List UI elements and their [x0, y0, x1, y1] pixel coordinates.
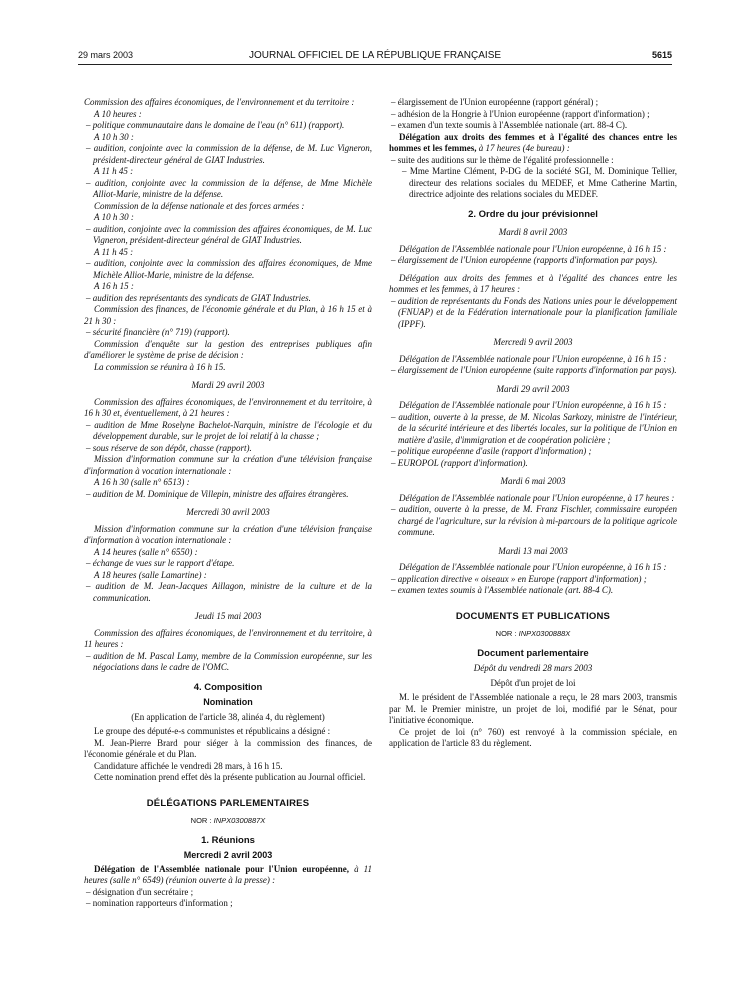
- list-item: – examen textes soumis à l'Assemblée nationale (art. 88-4 C).: [391, 585, 614, 595]
- nor-reference: NOR : INPX0300888X: [495, 629, 571, 638]
- paragraph: Commission des affaires économiques, de l'environnement et du territoire :: [84, 97, 355, 107]
- chapter-heading: DÉLÉGATIONS PARLEMENTAIRES: [146, 797, 310, 809]
- paragraph: A 11 h 45 :: [94, 246, 134, 257]
- paragraph: (En application de l'article 38, alinéa 4, du règlement): [131, 711, 325, 722]
- list-item: – audition de Mme Roselyne Bachelot-Narquin, ministre de l'écologie et du développement durable, sur le projet de loi relatif à la chasse ;: [86, 419, 372, 441]
- list-item: – sécurité financière (n° 719) (rapport).: [86, 327, 230, 337]
- list-item: – audition de M. Dominique de Villepin, ministre des affaires étrangères.: [86, 488, 349, 499]
- date-heading: Mardi 29 avril 2003: [191, 380, 265, 390]
- date-heading: Mardi 8 avril 2003: [498, 227, 568, 237]
- paragraph: Mission d'information commune sur la création d'une télévision française d'information à vocation internationale :: [84, 523, 372, 545]
- header-rule: [78, 64, 672, 65]
- list-item: – sous réserve de son dépôt, chasse (rapport).: [86, 442, 252, 453]
- chapter-heading: DOCUMENTS ET PUBLICATIONS: [455, 610, 611, 622]
- list-item: – audition des représentants des syndicats de GIAT Industries.: [86, 292, 311, 303]
- paragraph: M. le président de l'Assemblée nationale a reçu, le 28 mars 2003, transmis par M. le Premier ministre, un projet de loi, modifié par le Sénat, pour l'initiative économique.: [389, 692, 677, 725]
- date-heading: Mercredi 2 avril 2003: [183, 850, 273, 860]
- paragraph: Commission des finances, de l'économie générale et du Plan, à 16 h 15 et à 21 h 30 :: [84, 304, 372, 326]
- list-item: – examen d'un texte soumis à l'Assemblée nationale (art. 88-4 C).: [391, 120, 628, 130]
- paragraph: Délégation de l'Assemblée nationale pour l'Union européenne, à 16 h 15 :: [399, 243, 667, 254]
- paragraph: Commission de la défense nationale et des forces armées :: [94, 200, 305, 211]
- subsection-heading: Dépôt d'un projet de loi: [490, 677, 576, 688]
- right-column: [389, 97, 677, 750]
- list-item: – suite des auditions sur le thème de l'égalité professionnelle :: [391, 154, 614, 165]
- paragraph: Le groupe des député-e-s communistes et républicains a désigné :: [94, 726, 331, 736]
- list-item: – audition de représentants du Fonds des Nations unies pour le développement (FNUAP) et de la Fédération internationale pour la planification familiale (IPPF).: [391, 295, 677, 329]
- list-item: – désignation d'un secrétaire ;: [86, 886, 194, 897]
- paragraph: A 18 heures (salle Lamartine) :: [94, 569, 207, 580]
- paragraph: M. Jean-Pierre Brard pour siéger à la commission des finances, de l'économie générale et du Plan.: [84, 737, 372, 759]
- paragraph: Mission d'information commune sur la création d'une télévision française d'information à vocation internationale :: [84, 454, 372, 476]
- list-item: – audition, conjointe avec la commission des affaires économiques, de M. Luc Vigneron, président-directeur général de GIAT Industries.: [86, 223, 372, 245]
- list-item: – élargissement de l'Union européenne (suite rapports d'information par pays).: [391, 365, 677, 375]
- section-heading: Document parlementaire: [477, 647, 589, 659]
- section-heading: 1. Réunions: [201, 834, 255, 846]
- date-heading: Mercredi 30 avril 2003: [186, 507, 270, 517]
- list-item: – EUROPOL (rapport d'information).: [391, 457, 528, 468]
- list-item: – nomination rapporteurs d'information ;: [86, 898, 233, 908]
- paragraph: Candidature affichée le vendredi 28 mars, à 16 h 15.: [94, 760, 283, 771]
- list-item: – audition, conjointe avec la commission de la défense, de Mme Michèle Alliot-Marie, ministre de la défense.: [86, 177, 372, 199]
- date-heading: Mercredi 9 avril 2003: [493, 337, 573, 347]
- paragraph: A 16 h 15 :: [94, 281, 134, 291]
- list-item: – application directive « oiseaux » en Europe (rapport d'information) ;: [391, 573, 647, 584]
- paragraph: Délégation aux droits des femmes et à l'égalité des chances entre les hommes et les femmes, à 17 heures (4e bureau) :: [389, 131, 677, 153]
- paragraph: A 10 h 30 :: [94, 212, 134, 222]
- header-date: 29 mars 2003: [78, 50, 134, 60]
- journal-title: JOURNAL OFFICIEL DE LA RÉPUBLIQUE FRANÇAISE: [248, 50, 502, 61]
- paragraph: Délégation aux droits des femmes et à l'égalité des chances entre les hommes et les femmes, à 17 heures :: [389, 272, 677, 294]
- paragraph: Délégation de l'Assemblée nationale pour l'Union européenne, à 17 heures :: [399, 492, 675, 503]
- paragraph: Commission d'enquête sur la gestion des entreprises publiques afin d'améliorer le système de prise de décision :: [84, 338, 372, 360]
- nor-reference: NOR : INPX0300887X: [190, 816, 266, 825]
- paragraph: Délégation de l'Assemblée nationale pour l'Union européenne, à 16 h 15 :: [399, 400, 667, 410]
- date-heading: Mardi 6 mai 2003: [500, 476, 566, 486]
- paragraph: A 11 h 45 :: [94, 166, 134, 176]
- list-item: – élargissement de l'Union européenne (rapport général) ;: [391, 97, 599, 107]
- paragraph: Délégation de l'Assemblée nationale pour l'Union européenne, à 11 heures (salle n° 6549) (réunion ouverte à la presse) :: [84, 863, 372, 885]
- date-heading: Mardi 29 avril 2003: [496, 383, 570, 394]
- list-item: – échange de vues sur le rapport d'étape.: [86, 558, 235, 568]
- paragraph: A 16 h 30 (salle n° 6513) :: [94, 477, 190, 487]
- paragraph: Cette nomination prend effet dès la présente publication au Journal officiel.: [94, 772, 366, 782]
- page-header: [78, 50, 672, 64]
- paragraph: Délégation de l'Assemblée nationale pour l'Union européenne, à 16 h 15 :: [399, 562, 667, 572]
- list-item: – élargissement de l'Union européenne (rapports d'information par pays).: [391, 255, 658, 265]
- subsection-heading: Nomination: [203, 697, 253, 707]
- paragraph: A 10 heures :: [94, 108, 142, 119]
- paragraph: La commission se réunira à 16 h 15.: [94, 361, 226, 372]
- list-item: – audition de M. Jean-Jacques Aillagon, ministre de la culture et de la communication.: [86, 581, 372, 603]
- paragraph: Commission des affaires économiques, de l'environnement et du territoire, à 16 h 30 et, éventuellement, à 21 heures :: [84, 396, 372, 418]
- list-item: – Mme Martine Clément, P-DG de la société SGI, M. Dominique Tellier, directeur des relations sociales du MEDEF, et Mme Catherine Martin, directrice adjointe des relations sociales du MEDEF.: [402, 166, 677, 199]
- date-heading: Jeudi 15 mai 2003: [194, 611, 262, 621]
- date-heading: Dépôt du vendredi 28 mars 2003: [473, 663, 593, 673]
- date-heading: Mardi 13 mai 2003: [498, 545, 568, 556]
- page-number: 5615: [651, 50, 672, 60]
- list-item: – adhésion de la Hongrie à l'Union européenne (rapport d'information) ;: [391, 108, 650, 119]
- section-heading: 2. Ordre du jour prévisionnel: [468, 208, 598, 220]
- list-item: – audition, conjointe avec la commission de la défense, de M. Luc Vigneron, président-directeur général de GIAT Industries.: [86, 143, 372, 165]
- list-item: – audition de M. Pascal Lamy, membre de la Commission européenne, sur les négociations dans le cadre de l'OMC.: [86, 650, 372, 672]
- left-column: [84, 97, 372, 910]
- paragraph: A 10 h 30 :: [94, 131, 134, 142]
- paragraph: A 14 heures (salle n° 6550) :: [94, 546, 198, 557]
- list-item: – audition, ouverte à la presse, de M. Franz Fischler, commissaire européen chargé de l'agriculture, sur la révision à mi-parcours de la politique agricole commune.: [391, 504, 677, 537]
- list-item: – politique européenne d'asile (rapport d'information) ;: [391, 446, 592, 456]
- list-item: – audition, ouverte à la presse, de M. Nicolas Sarkozy, ministre de l'intérieur, de la sécurité intérieure et des libertés locales, sur la politique de l'Union en matière d'asile, d'immigration et de coopération policière ;: [391, 411, 677, 445]
- paragraph: Commission des affaires économiques, de l'environnement et du territoire, à 11 heures :: [84, 627, 372, 649]
- paragraph: Ce projet de loi (n° 760) est renvoyé à la commission spéciale, en application de l'article 83 du règlement.: [389, 726, 677, 748]
- list-item: – politique communautaire dans le domaine de l'eau (n° 611) (rapport).: [86, 120, 345, 130]
- paragraph: Délégation de l'Assemblée nationale pour l'Union européenne, à 16 h 15 :: [399, 353, 667, 364]
- list-item: – audition, conjointe avec la commission des affaires économiques, de Mme Michèle Alliot-Marie, ministre de la défense.: [86, 258, 372, 280]
- section-heading: 4. Composition: [193, 681, 263, 693]
